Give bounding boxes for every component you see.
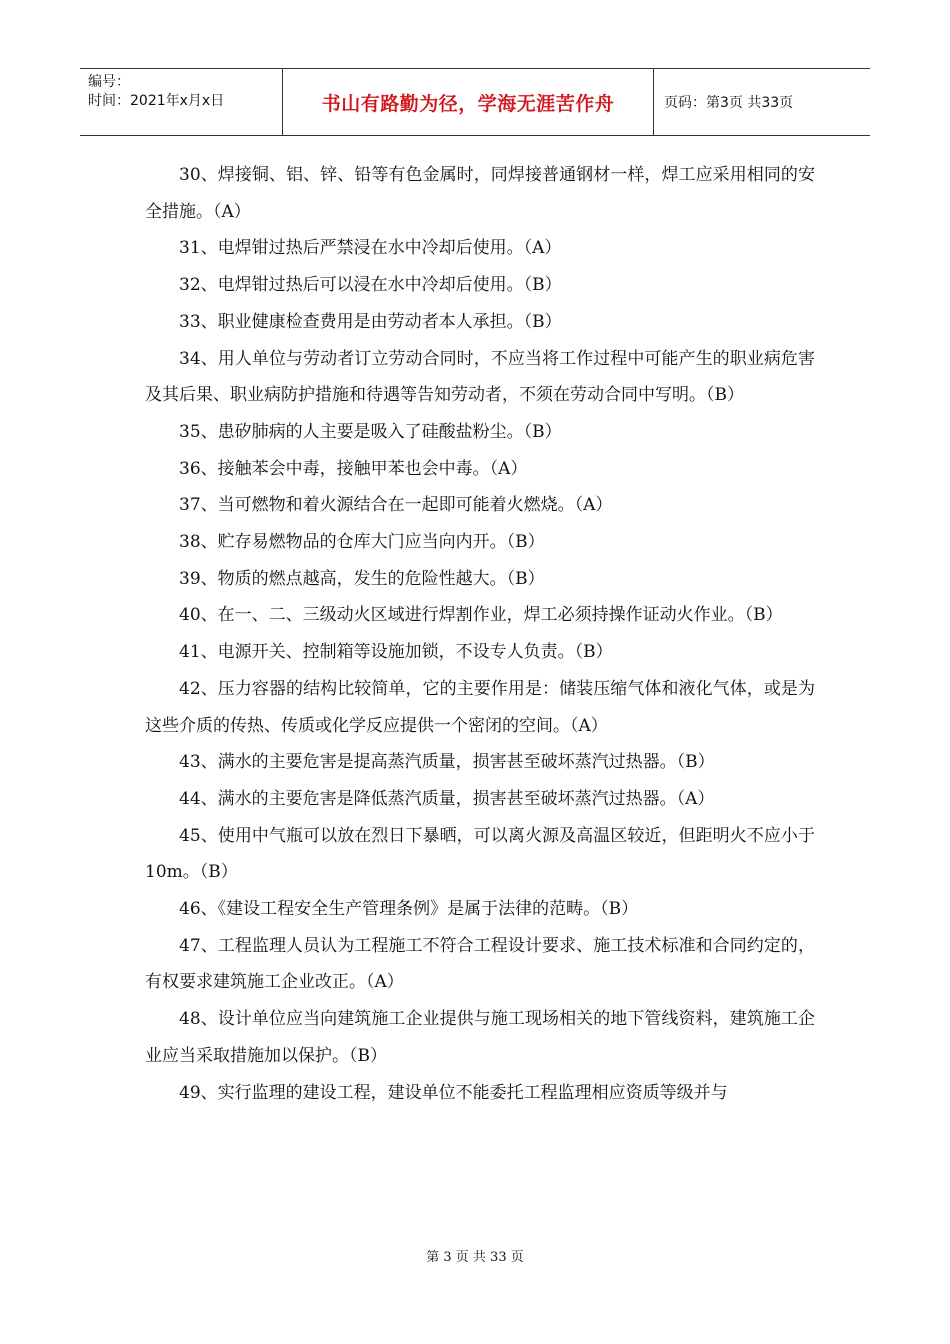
paragraph: 48、设计单位应当向建筑施工企业提供与施工现场相关的地下管线资料，建筑施工企业应当采取措施加以保护。（B）	[145, 1009, 815, 1066]
paragraph: 43、满水的主要危害是提高蒸汽质量，损害甚至破坏蒸汽过热器。（B）	[179, 752, 715, 773]
paragraph: 31、电焊钳过热后严禁浸在水中冷却后使用。（A）	[179, 238, 562, 259]
paragraph: 47、工程监理人员认为工程施工不符合工程设计要求、施工技术标准和合同约定的，有权要求建筑施工企业改正。（A）	[145, 935, 815, 993]
paragraph: 34、用人单位与劳动者订立劳动合同时，不应当将工作过程中可能产生的职业病危害及其后果、职业病防护措施和待遇等告知劳动者，不须在劳动合同中写明。（B）	[145, 348, 815, 406]
paragraph: 38、贮存易燃物品的仓库大门应当向内开。（B）	[179, 532, 545, 553]
date-line: 时间：2021年x月x日	[88, 93, 225, 109]
paragraph: 36、接触苯会中毒，接触甲苯也会中毒。（A）	[179, 458, 528, 479]
paragraph: 30、焊接铜、铝、锌、铅等有色金属时，同焊接普通钢材一样，焊工应采用相同的安全措施。（A）	[145, 165, 815, 222]
page-info: 页码：第3页 共33页	[664, 95, 794, 111]
header-meta	[80, 69, 282, 135]
paragraph: 44、满水的主要危害是降低蒸汽质量，损害甚至破坏蒸汽过热器。（A）	[179, 788, 715, 809]
paragraph: 41、电源开关、控制箱等设施加锁，不设专人负责。（B）	[179, 642, 613, 663]
header-motto-cell	[282, 69, 654, 135]
paragraph: 49、实行监理的建设工程，建设单位不能委托工程监理相应资质等级并与	[179, 1082, 728, 1103]
paragraph: 40、在一、二、三级动火区域进行焊割作业，焊工必须持操作证动火作业。（B）	[179, 605, 783, 626]
paragraph: 45、使用中气瓶可以放在烈日下暴晒，可以离火源及高温区较近，但距明火不应小于10m。（B）	[145, 825, 815, 883]
paragraph: 32、电焊钳过热后可以浸在水中冷却后使用。（B）	[179, 275, 562, 296]
paragraph: 46、《建设工程安全生产管理条例》是属于法律的范畴。（B）	[179, 899, 639, 920]
paragraph: 39、物质的燃点越高，发生的危险性越大。（B）	[179, 568, 545, 589]
paragraph: 37、当可燃物和着火源结合在一起即可能着火燃烧。（A）	[179, 495, 613, 516]
header-page-info	[654, 69, 870, 135]
motto: 书山有路勤为径，学海无涯苦作舟	[321, 92, 615, 115]
page-header	[80, 68, 870, 136]
paragraph: 35、患矽肺病的人主要是吸入了硅酸盐粉尘。（B）	[179, 421, 562, 442]
paragraph: 42、压力容器的结构比较简单，它的主要作用是：储装压缩气体和液化气体，或是为这些介质的传热、传质或化学反应提供一个密闭的空间。（A）	[145, 678, 815, 736]
paragraph: 33、职业健康检查费用是由劳动者本人承担。（B）	[179, 311, 562, 332]
document-body	[145, 157, 815, 1111]
code-label: 编号：	[88, 74, 130, 90]
page-footer: 第 3 页 共 33 页	[426, 1250, 524, 1265]
